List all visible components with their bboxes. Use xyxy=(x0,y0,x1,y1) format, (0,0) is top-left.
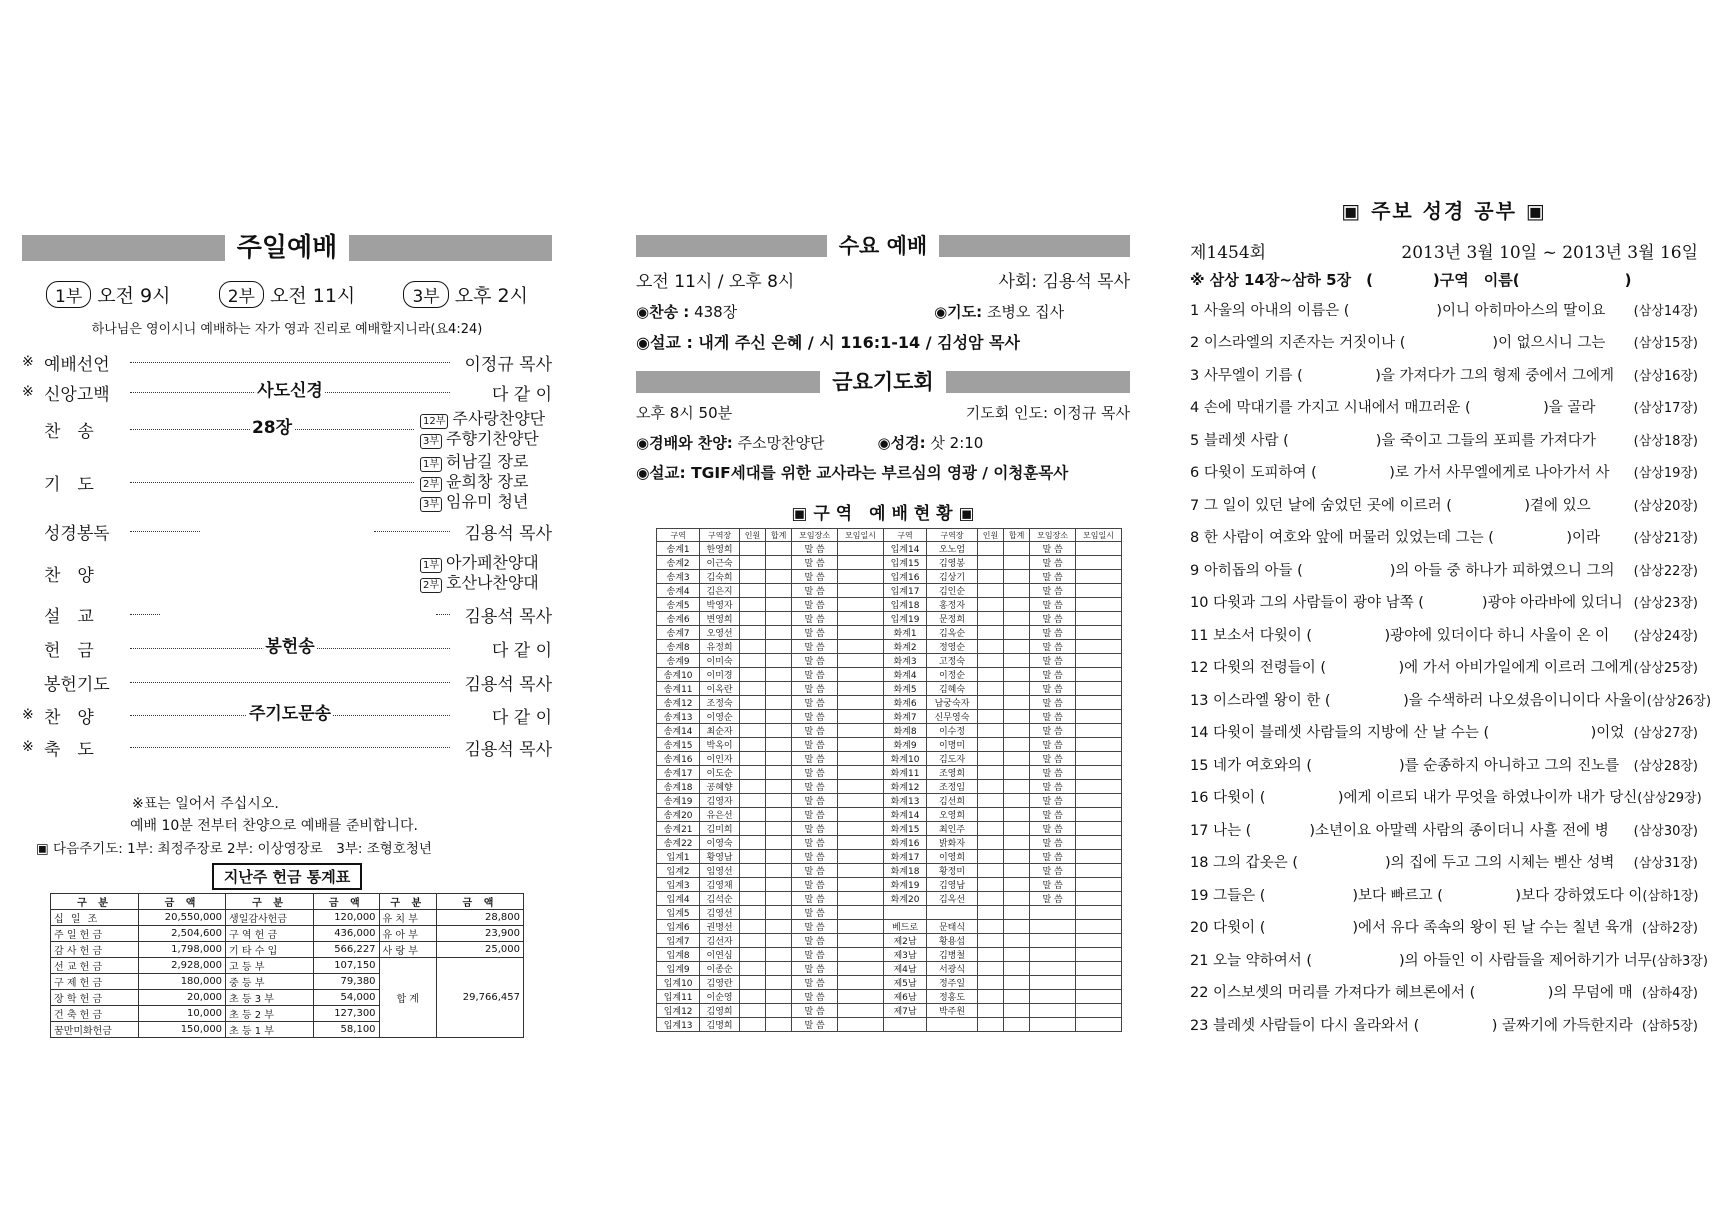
friday-worship: 주소망찬양단 xyxy=(737,434,825,452)
table-row: 송계14 최순자 말 씀 화계8 이수정 말 씀 xyxy=(657,724,1122,738)
sunday-section xyxy=(22,235,552,1038)
friday-title: 금요기도회 xyxy=(820,366,945,398)
table-row: 구 제 헌 금 180,000 중 등 부 79,380 xyxy=(51,974,524,990)
table-row: 송계22 이영숙 말 씀 화계16 밝화자 말 씀 xyxy=(657,836,1122,850)
table-row: 주 일 헌 금 2,504,600 구 역 헌 금 436,000 유 아 부 23,900 xyxy=(51,926,524,942)
table-row: 꿈만미화헌금 150,000 초 등 1 부 58,100 xyxy=(51,1022,524,1038)
list-item: 18 그의 갑옷은 ( )의 집에 두고 그의 시체는 벧산 성벽 (삼상31장) xyxy=(1190,855,1698,872)
table-row: 건 축 헌 금 10,000 초 등 2 부 127,300 xyxy=(51,1006,524,1022)
list-item: 13 이스라엘 왕이 한 ( )을 수색하러 나오셨음이니이다 사울이 (삼상26장) xyxy=(1190,692,1712,709)
order-row-5: 찬 양 1부 아가페찬양대 2부 호산나찬양대 xyxy=(44,553,539,592)
list-item: 2 이스라엘의 지존자는 거짓이나 ( )이 없으시니 그는 (삼상15장) xyxy=(1190,335,1698,352)
order-row-7: 헌 금 봉헌송 다 같 이 xyxy=(22,631,552,665)
table-row: 입계3 김영채 말 씀 화계19 김영남 말 씀 xyxy=(657,878,1122,892)
list-item: 3 사무엘이 기름 ( )을 가져다가 그의 형제 중에서 그에게 (삼상16장) xyxy=(1190,367,1698,384)
order-row-0: ※ 예배선언 이정규 목사 xyxy=(22,354,552,375)
next-prayer: ▣ 다음주기도: 1부: 최정주장로 2부: 이상영장로 3부: 조형호청년 xyxy=(36,841,432,857)
table-row: 송계1 한영희 말 씀 입계14 오노엄 말 씀 xyxy=(657,542,1122,556)
table-row: 송계6 변영희 말 씀 입계19 문정희 말 씀 xyxy=(657,612,1122,626)
group-header-row: 구역 구역장 인원 합계 모임장소 모임일시 구역 구역장 인원 합계 모임장소 모임일시 xyxy=(657,529,1122,542)
list-item: 6 다윗이 도피하여 ( )로 가서 사무엘에게로 나아가서 사 (삼상19장) xyxy=(1190,465,1698,482)
order-row-8: 봉헌기도 김용석 목사 xyxy=(44,674,552,695)
study-section xyxy=(1190,195,1712,1041)
offering-total-label: 합 계 xyxy=(379,958,436,1038)
list-item: 10 다윗과 그의 사람들이 광야 남쪽 ( )광야 아라바에 있더니 (삼상23장) xyxy=(1190,595,1698,612)
service-times xyxy=(22,281,552,308)
service-badge-3: 3부 xyxy=(403,281,448,308)
service-badge-1: 1부 xyxy=(46,281,91,308)
wednesday-sermon: ◉설교 : 내게 주신 은혜 / 시 116:1-14 / 김성암 목사 xyxy=(636,333,1020,352)
list-item: 8 한 사람이 여호와 앞에 머물러 있었는데 그는 ( )이라 (삼상21장) xyxy=(1190,530,1698,547)
table-row: 송계2 이근숙 말 씀 입계15 김영봉 말 씀 xyxy=(657,556,1122,570)
table-row: 입계12 김영희 말 씀 제7남 박주원 xyxy=(657,1004,1122,1018)
table-row: 송계18 공혜향 말 씀 화계12 조정임 말 씀 xyxy=(657,780,1122,794)
table-row: 송계7 오영선 말 씀 화계1 김옥순 말 씀 xyxy=(657,626,1122,640)
standing-note: ※표는 일어서 주십시오. xyxy=(132,796,279,812)
list-item: 14 다윗이 블레셋 사람들의 지방에 산 날 수는 ( )이었 (삼상27장) xyxy=(1190,725,1698,742)
service-time-2: 2부 오전 11시 xyxy=(219,281,356,308)
table-row: 송계10 이미경 말 씀 화계4 이정순 말 씀 xyxy=(657,668,1122,682)
wednesday-title: 수요 예배 xyxy=(827,230,939,262)
friday-header-bar xyxy=(636,371,1130,393)
table-row: 감 사 헌 금 1,798,000 기 타 수 입 566,227 사 랑 부 25,000 xyxy=(51,942,524,958)
list-item: 4 손에 막대기를 가지고 시내에서 매끄러운 ( )을 골라 (삼상17장) xyxy=(1190,400,1698,417)
group-table xyxy=(656,528,1122,1032)
table-row: 송계11 이옥란 말 씀 화계5 김혜숙 말 씀 xyxy=(657,682,1122,696)
table-row: 입계6 권명선 말 씀 베드로 문태식 xyxy=(657,920,1122,934)
order-row-6: 설 교 김용석 목사 xyxy=(44,606,552,627)
wednesday-prayer: 조병오 집사 xyxy=(986,303,1065,321)
group-title: ▣ 구 역 예 배 현 황 ▣ xyxy=(791,504,975,524)
list-item: 16 다윗이 ( )에게 이르되 내가 무엇을 하였나이까 내가 당신 (삼상29장) xyxy=(1190,790,1702,807)
table-row: 송계9 이미숙 말 씀 화계3 고정숙 말 씀 xyxy=(657,654,1122,668)
worship-order xyxy=(22,347,552,763)
wednesday-time-row xyxy=(636,267,1130,292)
study-title: ▣ 주보 성경 공부 ▣ xyxy=(1341,199,1547,223)
table-row: 송계17 이도순 말 씀 화계11 조영희 말 씀 xyxy=(657,766,1122,780)
table-row: 입계10 김영란 말 씀 제5남 정주일 xyxy=(657,976,1122,990)
table-row: 입계9 이종순 말 씀 제4남 서광식 xyxy=(657,962,1122,976)
order-row-2: 찬 송 28장 12부 주사랑찬양단 3부 주향기찬양단 xyxy=(44,409,546,448)
service-badge-2: 2부 xyxy=(219,281,264,308)
friday-sermon: ◉설교: TGIF세대를 위한 교사라는 부르심의 영광 / 이청훈목사 xyxy=(636,464,1069,482)
offering-table xyxy=(50,893,524,1038)
offering-total: 29,766,457 xyxy=(436,958,523,1038)
table-row: 입계1 황영남 말 씀 화계17 이영희 말 씀 xyxy=(657,850,1122,864)
list-item: 15 네가 여호와의 ( )를 순종하지 아니하고 그의 진노를 (삼상28장) xyxy=(1190,757,1698,774)
friday-time: 오후 8시 50분 xyxy=(636,404,733,422)
list-item: 21 오늘 약하여서 ( )의 아들인 이 사람들을 제어하기가 너무 (삼하3장) xyxy=(1190,952,1708,969)
table-row: 입계4 김석순 말 씀 화계20 김옥선 말 씀 xyxy=(657,892,1122,906)
table-row: 송계12 조정숙 말 씀 화계6 남궁숙자 말 씀 xyxy=(657,696,1122,710)
table-row: 입계13 김명희 말 씀 xyxy=(657,1018,1122,1032)
table-row: 장 학 헌 금 20,000 초 등 3 부 54,000 xyxy=(51,990,524,1006)
table-row: 송계8 유정희 말 씀 화계2 정영순 말 씀 xyxy=(657,640,1122,654)
order-row-4: 성경봉독 김용석 목사 xyxy=(44,523,552,544)
study-range: ※ 삼상 14장~삼하 5장 ( )구역 이름( ) xyxy=(1190,271,1632,289)
order-row-9: ※ 찬 양 주기도문송 다 같 이 xyxy=(22,699,552,731)
table-row: 십 일 조 20,550,000 생일감사헌금 120,000 유 치 부 28,800 xyxy=(51,910,524,926)
table-row: 송계5 박영자 말 씀 입계18 홍정자 말 씀 xyxy=(657,598,1122,612)
list-item: 11 보소서 다윗이 ( )광야에 있더이다 하니 사울이 온 이 (삼상24장) xyxy=(1190,627,1698,644)
list-item: 19 그들은 ( )보다 빠르고 ( )보다 강하였도다 이 (삼하1장) xyxy=(1190,887,1699,904)
offering-title: 지난주 헌금 통계표 xyxy=(212,863,362,890)
list-item: 23 블레셋 사람들이 다시 올라와서 ( ) 골짜기에 가득한지라 (삼하5장) xyxy=(1190,1017,1698,1034)
friday-time-row xyxy=(636,402,1130,423)
prepare-note: 예배 10분 전부터 찬양으로 예배를 준비합니다. xyxy=(130,818,418,834)
table-row: 송계13 이영순 말 씀 화계7 신무영숙 말 씀 xyxy=(657,710,1122,724)
table-row: 입계11 이순영 말 씀 제6남 정홍도 xyxy=(657,990,1122,1004)
table-row: 송계15 박옥이 말 씀 화계9 이명미 말 씀 xyxy=(657,738,1122,752)
list-item: 20 다윗이 ( )에서 유다 족속의 왕이 된 날 수는 칠년 육개 (삼하2장) xyxy=(1190,920,1698,937)
midweek-section xyxy=(636,235,1130,1032)
wednesday-hymn-row: ◉찬송 : 438장 ◉기도: 조병오 집사 xyxy=(636,303,1065,321)
wednesday-host: 사회: 김용석 목사 xyxy=(998,272,1130,292)
question-list xyxy=(1190,293,1712,1041)
list-item: 22 이스보셋의 머리를 가져다가 헤브론에서 ( )의 무덤에 매 (삼하4장) xyxy=(1190,985,1698,1002)
sunday-title: 주일예배 xyxy=(225,232,349,264)
table-row: 입계8 이연심 말 씀 제3남 김병철 xyxy=(657,948,1122,962)
table-row: 입계5 김영선 말 씀 xyxy=(657,906,1122,920)
list-item: 1 사울의 아내의 이름은 ( )이니 아히마아스의 딸이요 (삼상14장) xyxy=(1190,302,1698,319)
table-row: 송계20 유은선 말 씀 화계14 오영희 말 씀 xyxy=(657,808,1122,822)
table-row: 송계16 이인자 말 씀 화계10 김도자 말 씀 xyxy=(657,752,1122,766)
table-row: 송계21 김미희 말 씀 화계15 최인주 말 씀 xyxy=(657,822,1122,836)
friday-leader: 기도회 인도: 이정규 목사 xyxy=(965,404,1130,422)
table-row: 송계19 김영자 말 씀 화계13 김선희 말 씀 xyxy=(657,794,1122,808)
table-row: 입계2 임영선 말 씀 화계18 황정미 말 씀 xyxy=(657,864,1122,878)
wednesday-hymn: 438장 xyxy=(694,303,738,321)
list-item: 9 아히돕의 아들 ( )의 아들 중 하나가 피하였으니 그의 (삼상22장) xyxy=(1190,562,1698,579)
table-row: 송계3 김숙희 말 씀 입계16 김상기 말 씀 xyxy=(657,570,1122,584)
study-issue: 제1454회 xyxy=(1190,243,1267,263)
sunday-header-bar xyxy=(22,235,552,261)
offering-header-row: 구 분 금 액 구 분 금 액 구 분 금 액 xyxy=(51,894,524,910)
service-time-3: 3부 오후 2시 xyxy=(403,281,528,308)
study-dates: 2013년 3월 10일 ~ 2013년 3월 16일 xyxy=(1401,243,1698,263)
friday-scripture: 삿 2:10 xyxy=(930,434,984,452)
order-row-3: 기 도 1부 허남길 장로 2부 윤희창 장로 3부 임유미 청년 xyxy=(44,452,529,511)
friday-worship-row: ◉경배와 찬양: 주소망찬양단 ◉성경: 삿 2:10 xyxy=(636,434,984,452)
study-issue-row xyxy=(1190,238,1698,263)
table-row: 입계7 김선자 말 씀 제2남 황용섭 xyxy=(657,934,1122,948)
wednesday-header-bar xyxy=(636,235,1130,257)
table-row: 선 교 헌 금 2,928,000 고 등 부 107,150 합 계 29,766,457 xyxy=(51,958,524,974)
list-item: 7 그 일이 있던 날에 숨었던 곳에 이르러 ( )곁에 있으 (삼상20장) xyxy=(1190,497,1698,514)
service-time-1: 1부 오전 9시 xyxy=(46,281,171,308)
wednesday-time: 오전 11시 / 오후 8시 xyxy=(636,272,795,292)
order-row-10: ※ 축 도 김용석 목사 xyxy=(22,739,552,760)
list-item: 5 블레셋 사람 ( )을 죽이고 그들의 포피를 가져다가 (삼상18장) xyxy=(1190,432,1698,449)
list-item: 17 나는 ( )소년이요 아말렉 사람의 종이더니 사흘 전에 병 (삼상30장) xyxy=(1190,822,1698,839)
list-item: 12 다윗의 전령들이 ( )에 가서 아비가일에게 이르러 그에게 (삼상25장) xyxy=(1190,660,1698,677)
scripture-verse: 하나님은 영이시니 예배하는 자가 영과 진리로 예배할지니라(요4:24) xyxy=(91,322,483,337)
table-row: 송계4 김은지 말 씀 입계17 김인순 말 씀 xyxy=(657,584,1122,598)
order-row-1: ※ 신앙고백 사도신경 다 같 이 xyxy=(22,377,552,407)
